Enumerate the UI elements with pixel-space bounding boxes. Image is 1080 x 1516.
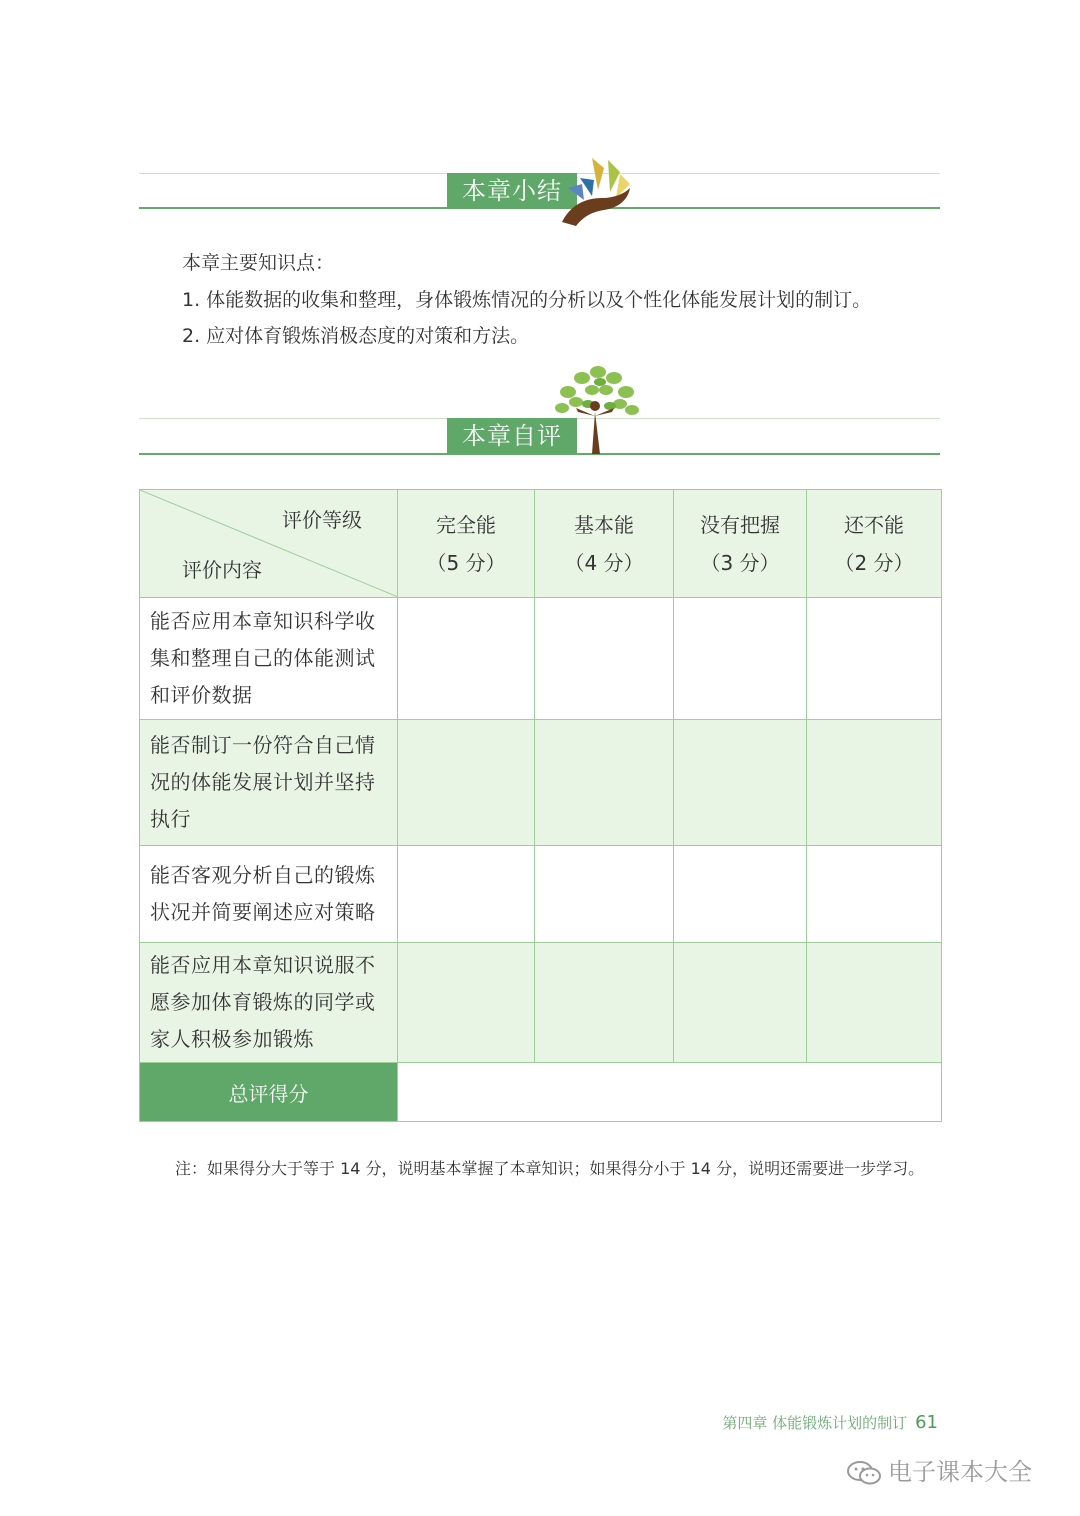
score-cell[interactable] bbox=[398, 598, 535, 720]
table-header-row bbox=[140, 490, 942, 598]
score-cell[interactable] bbox=[674, 598, 807, 720]
score-cell[interactable] bbox=[807, 720, 942, 846]
table-row bbox=[140, 598, 942, 720]
level-score: （5 分） bbox=[426, 550, 506, 575]
score-cell[interactable] bbox=[398, 943, 535, 1063]
criterion-line: 能否客观分析自己的锻炼 bbox=[150, 863, 376, 887]
score-cell[interactable] bbox=[535, 720, 674, 846]
wechat-icon bbox=[846, 1459, 882, 1487]
level-header bbox=[807, 490, 942, 598]
total-score-label: 总评得分 bbox=[140, 1063, 398, 1122]
score-cell[interactable] bbox=[535, 598, 674, 720]
corner-content-label: 评价内容 bbox=[182, 558, 262, 582]
score-cell[interactable] bbox=[674, 720, 807, 846]
criterion-line: 况的体能发展计划并坚持 bbox=[150, 770, 376, 794]
level-name: 没有把握 bbox=[700, 512, 780, 537]
watermark bbox=[846, 1452, 1032, 1487]
summary-item: 1. 体能数据的收集和整理，身体锻炼情况的分析以及个性化体能发展计划的制订。 bbox=[182, 289, 872, 311]
criterion-line: 愿参加体育锻炼的同学或 bbox=[150, 990, 376, 1014]
criterion-line: 能否制订一份符合自己情 bbox=[150, 733, 376, 757]
criterion-line: 和评价数据 bbox=[150, 683, 253, 707]
table-row bbox=[140, 846, 942, 943]
score-cell[interactable] bbox=[398, 720, 535, 846]
score-cell[interactable] bbox=[807, 846, 942, 943]
level-name: 还不能 bbox=[844, 512, 904, 537]
total-row bbox=[140, 1063, 942, 1122]
scoring-note: 注：如果得分大于等于 14 分，说明基本掌握了本章知识；如果得分小于 14 分，说明还需要进一步学习。 bbox=[175, 1159, 925, 1178]
score-cell[interactable] bbox=[674, 846, 807, 943]
self-eval-table bbox=[139, 489, 942, 1122]
summary-intro: 本章主要知识点： bbox=[182, 252, 335, 274]
criterion-line: 执行 bbox=[150, 807, 191, 831]
criterion-cell bbox=[140, 943, 398, 1063]
footer-chapter: 第四章 体能锻炼计划的制订 bbox=[722, 1414, 908, 1432]
score-cell[interactable] bbox=[807, 598, 942, 720]
level-name: 基本能 bbox=[574, 512, 634, 537]
level-header bbox=[398, 490, 535, 598]
corner-header-cell bbox=[140, 490, 398, 598]
score-cell[interactable] bbox=[674, 943, 807, 1063]
score-cell[interactable] bbox=[807, 943, 942, 1063]
criterion-cell bbox=[140, 720, 398, 846]
score-cell[interactable] bbox=[398, 846, 535, 943]
summary-title: 本章小结 bbox=[447, 173, 577, 209]
summary-item: 2. 应对体育锻炼消极态度的对策和方法。 bbox=[182, 325, 530, 347]
level-name: 完全能 bbox=[436, 512, 496, 537]
criterion-line: 状况并简要阐述应对策略 bbox=[150, 900, 376, 924]
level-header bbox=[674, 490, 807, 598]
criterion-line: 能否应用本章知识说服不 bbox=[150, 953, 376, 977]
table-row bbox=[140, 720, 942, 846]
criterion-cell bbox=[140, 846, 398, 943]
level-score: （2 分） bbox=[834, 550, 914, 575]
page-number: 61 bbox=[915, 1412, 938, 1433]
criterion-line: 家人积极参加锻炼 bbox=[150, 1027, 314, 1051]
total-score-field[interactable] bbox=[398, 1063, 942, 1122]
criterion-line: 集和整理自己的体能测试 bbox=[150, 646, 376, 670]
eval-title: 本章自评 bbox=[447, 418, 577, 454]
level-score: （4 分） bbox=[564, 550, 644, 575]
corner-level-label: 评价等级 bbox=[282, 508, 362, 532]
tree-person-icon bbox=[548, 362, 643, 457]
score-cell[interactable] bbox=[535, 846, 674, 943]
level-score: （3 分） bbox=[700, 550, 780, 575]
criterion-cell bbox=[140, 598, 398, 720]
watermark-text: 电子课本大全 bbox=[888, 1458, 1032, 1486]
page-footer bbox=[722, 1412, 938, 1433]
score-cell[interactable] bbox=[535, 943, 674, 1063]
level-header bbox=[535, 490, 674, 598]
hand-leaves-icon bbox=[558, 150, 638, 230]
table-row bbox=[140, 943, 942, 1063]
criterion-line: 能否应用本章知识科学收 bbox=[150, 609, 376, 633]
